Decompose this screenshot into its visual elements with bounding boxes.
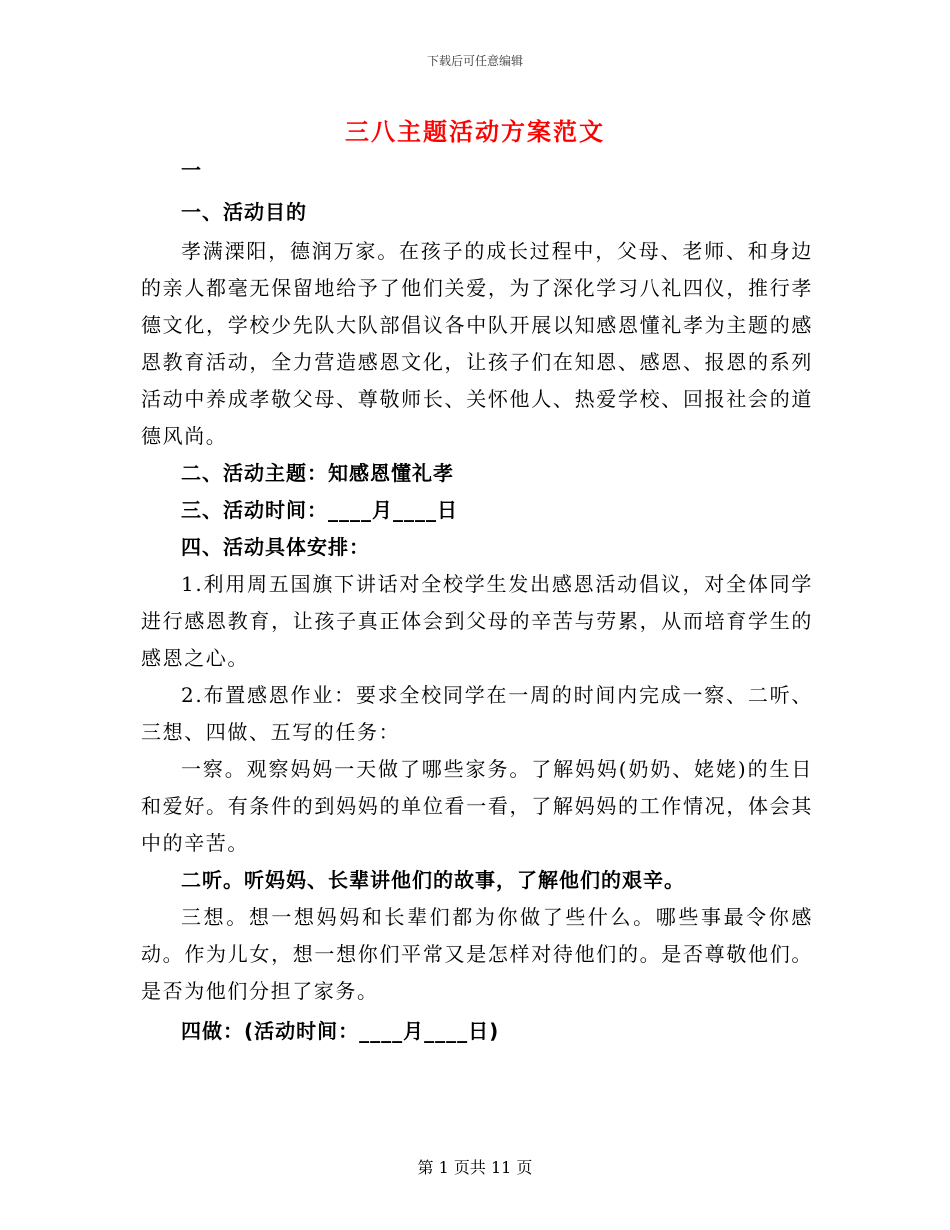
paragraph-observe: 一察。观察妈妈一天做了哪些家务。了解妈妈(奶奶、姥姥)的生日和爱好。有条件的到妈妈的单位看一看，了解妈妈的工作情况，体会其中的辛苦。 [141,757,813,855]
heading-listen: 二听。听妈妈、长辈讲他们的故事，了解他们的艰辛。 [181,868,685,892]
document-title: 三八主题活动方案范文 [345,117,605,146]
paragraph-item-1: 1.利用周五国旗下讲话对全校学生发出感恩活动倡议，对全体同学进行感恩教育，让孩子真正体会到父母的辛苦与劳累，从而培育学生的感恩之心。 [141,572,813,670]
heading-do: 四做：(活动时间：____月____日) [181,1019,500,1043]
paragraph-think: 三想。想一想妈妈和长辈们都为你做了些什么。哪些事最令你感动。作为儿女，想一想你们平常又是怎样对待他们的。是否尊敬他们。是否为他们分担了家务。 [141,905,813,1003]
header-note: 下载后可任意编辑 [426,54,523,68]
heading-purpose: 一、活动目的 [181,200,307,224]
paragraph-purpose: 孝满溧阳，德润万家。在孩子的成长过程中，父母、老师、和身边的亲人都毫无保留地给予了他们关爱，为了深化学习八礼四仪，推行孝德文化，学校少先队大队部倡议各中队开展以知感恩懂礼孝为主题的感恩教育活动，全力营造感恩文化，让孩子们在知恩、感恩、报恩的系列活动中养成孝敬父母、尊敬师长、关怀他人、热爱学校、回报社会的道德风尚。 [141,239,813,448]
document-body [141,152,813,1050]
page-footer: 第 1 页共 11 页 [417,1158,533,1177]
paragraph-item-2: 2.布置感恩作业：要求全校同学在一周的时间内完成一察、二听、三想、四做、五写的任务： [141,683,813,744]
heading-theme: 二、活动主题：知感恩懂礼孝 [181,461,454,485]
heading-arrangement: 四、活动具体安排： [181,535,370,559]
heading-time: 三、活动时间：____月____日 [181,498,458,522]
section-marker: 一 [181,158,202,182]
